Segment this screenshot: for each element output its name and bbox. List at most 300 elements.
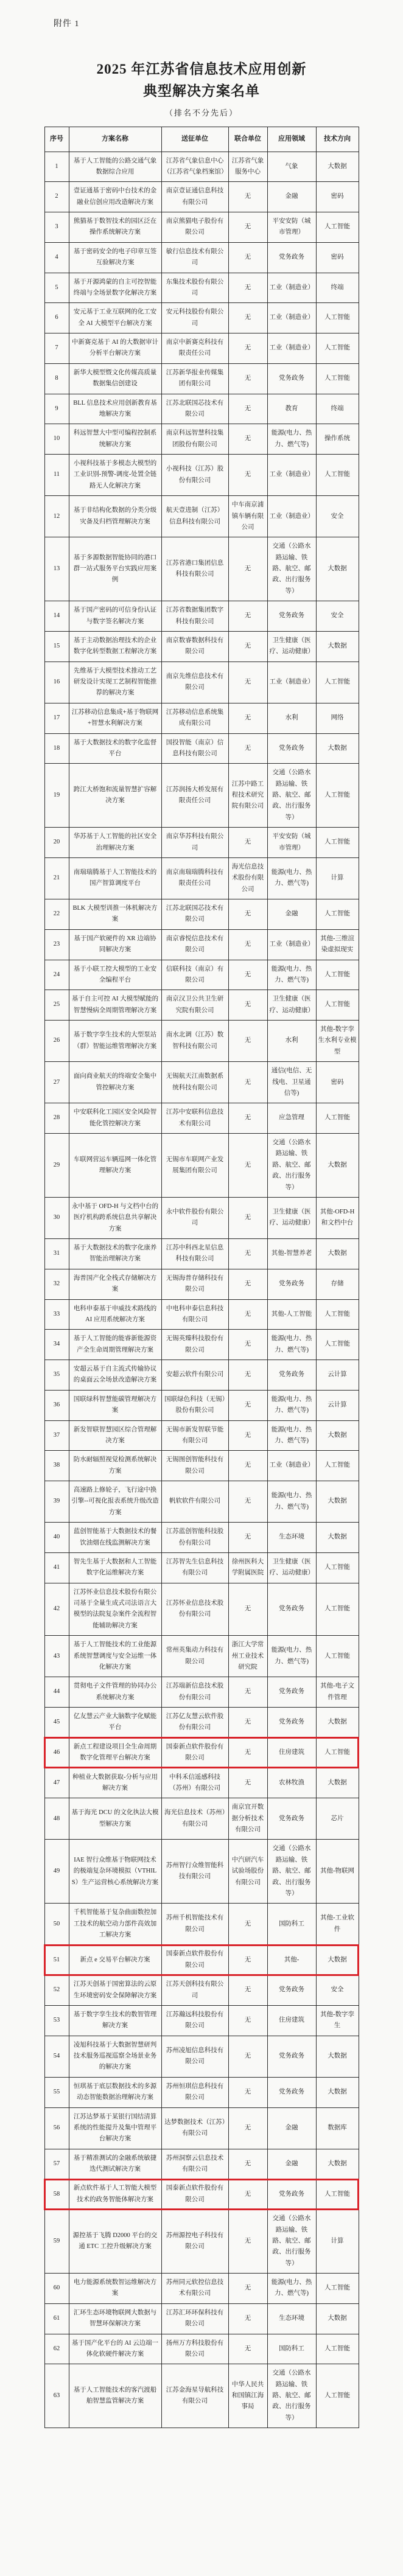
cell-tech: 云计算 [316,1360,359,1391]
cell-tech: 操作系统 [316,424,359,455]
cell-unit: 江苏天创科技有限公司 [161,1975,228,2006]
cell-no: 3 [44,212,69,243]
cell-field: 农林牧渔 [267,1768,316,1798]
cell-joint: 浙江大学常州工业技术研究院 [228,1636,267,1677]
cell-joint: 无 [228,990,267,1021]
cell-unit: 南京南瑞瑞腾科技有限责任公司 [161,857,228,899]
cell-no: 54 [44,2036,69,2077]
cell-name: 新发智联智慧园区综合管理解决方案 [69,1420,161,1451]
cell-tech: 人工智能 [316,455,359,496]
cell-no: 56 [44,2107,69,2149]
cell-tech: 人工智能 [316,1737,359,1768]
cell-tech: 人工智能 [316,333,359,364]
cell-tech: 大数据 [316,1523,359,1553]
table-row [44,363,359,394]
cell-name: 亿友慧云产业大脑数字化赋能平台 [69,1708,161,1738]
cell-field: 能源(电力、热力、燃气等) [267,1481,316,1523]
cell-name: 基于多源数据智能协同的港口群一站式服务平台实践应用案例 [69,537,161,601]
cell-unit: 江苏怀业信息技术股份有限公司 [161,1583,228,1636]
cell-field: 党务政务 [267,1708,316,1738]
cell-joint: 无 [228,1103,267,1134]
cell-field: 应急管理 [267,1103,316,1134]
table-row [44,733,359,764]
cell-joint: 无 [228,1062,267,1103]
cell-no: 26 [44,1021,69,1062]
table-row [44,1390,359,1420]
cell-joint: 无 [228,2334,267,2364]
cell-field: 水利 [267,703,316,733]
cell-field: 工业（制造业） [267,496,316,537]
cell-unit: 国泰新点软件股份有限公司 [161,1945,228,1975]
cell-field: 工业（制造业） [267,661,316,703]
table-row [44,1239,359,1269]
cell-tech: 芯片 [316,1798,359,1840]
cell-no: 31 [44,1239,69,1269]
cell-joint: 中汽研汽车试验场股份有限公司 [228,1840,267,1904]
cell-field: 党务政务 [267,1677,316,1708]
table-row [44,1975,359,2006]
cell-unit: 敏行信息技术有限公司 [161,242,228,273]
cell-unit: 国联绿色科技（无锡）股份有限公司 [161,1390,228,1420]
cell-joint: 无 [228,1330,267,1360]
cell-tech: 人工智能 [316,303,359,333]
cell-name: 汇环生态环境物联网大数据与智慧环保解决方案 [69,2303,161,2334]
table-row [44,303,359,333]
cell-joint: 中华人民共和国镇江海事局 [228,2364,267,2428]
cell-joint: 无 [228,2210,267,2274]
cell-joint: 无 [228,2036,267,2077]
table-row [44,2210,359,2274]
cell-tech: 人工智能 [316,2334,359,2364]
cell-tech: 人工智能 [316,764,359,828]
cell-field: 工业（制造业） [267,273,316,303]
cell-no: 44 [44,1677,69,1708]
cell-unit: 江苏省数据集团数字科技有限公司 [161,601,228,632]
cell-name: 中新赛克基于 AI 的大数据审计分析平台解决方案 [69,333,161,364]
cell-unit: 信联科技（南京）有限公司 [161,960,228,990]
cell-field: 生态环境 [267,2303,316,2334]
cell-joint: 无 [228,1420,267,1451]
cell-field: 工业（制造业） [267,333,316,364]
cell-name: BLL 信息技术应用创新教育基地解决方案 [69,394,161,424]
table-row [44,1677,359,1708]
table-row [44,2303,359,2334]
cell-no: 23 [44,929,69,960]
cell-tech: 终端 [316,273,359,303]
table-row [44,2005,359,2036]
table-row [44,2107,359,2149]
table-row [44,1197,359,1238]
cell-no: 43 [44,1636,69,1677]
cell-field: 党务政务 [267,1269,316,1299]
cell-tech: 大数据 [316,2149,359,2179]
cell-tech: 人工智能 [316,828,359,858]
table-row [44,960,359,990]
column-header-name: 方案名称 [69,127,161,152]
cell-unit: 江苏润扬大桥发展有限责任公司 [161,764,228,828]
cell-tech: 大数据 [316,1481,359,1523]
cell-joint: 无 [228,1134,267,1198]
table-row [44,152,359,182]
cell-unit: 无锡市新发智联节能有限公司 [161,1420,228,1451]
cell-tech: 存储 [316,1269,359,1299]
cell-name: 安元基于工业互联网的化工安全 AI 大模型平台解决方案 [69,303,161,333]
cell-tech: 其他-物联网 [316,1840,359,1904]
cell-tech: 大数据 [316,631,359,661]
cell-field: 生态环境 [267,1523,316,1553]
cell-field: 其他-智慧养老 [267,1239,316,1269]
cell-field: 金融 [267,2149,316,2179]
cell-tech: 数据库 [316,2107,359,2149]
cell-field: 金融 [267,2107,316,2149]
cell-name: 基于开源鸿蒙的自主可控智能终端与全场景数字化解决方案 [69,273,161,303]
cell-no: 16 [44,661,69,703]
cell-joint: 无 [228,929,267,960]
cell-field: 通信(电信、无线电、卫星通信等) [267,1062,316,1103]
cell-unit: 航天壹进制（江苏）信息科技有限公司 [161,496,228,537]
cell-tech: 大数据 [316,2036,359,2077]
cell-joint: 无 [228,182,267,212]
cell-field: 党务政务 [267,1360,316,1391]
cell-tech: 大数据 [316,1945,359,1975]
cell-joint: 无 [228,1451,267,1481]
cell-unit: 江苏北联国芯技术有限公司 [161,899,228,930]
cell-field: 金融 [267,182,316,212]
cell-tech: 人工智能 [316,661,359,703]
cell-tech: 人工智能 [316,1299,359,1330]
cell-field: 能源(电力、热力、燃气等) [267,1420,316,1451]
cell-tech: 其他-三维渲染虚拟现实 [316,929,359,960]
table-row [44,1451,359,1481]
solutions-table-body [44,152,359,2428]
table-row [44,1636,359,1677]
table-row [44,1021,359,1062]
cell-joint: 无 [228,2107,267,2149]
table-row [44,394,359,424]
cell-tech: 人工智能 [316,1583,359,1636]
cell-unit: 扬州万方科技股份有限公司 [161,2334,228,2364]
cell-joint: 无 [228,601,267,632]
cell-no: 14 [44,601,69,632]
cell-name: 永中基于 OFD-H 与文档中台的医疗机构跨系统信息共享解决方案 [69,1197,161,1238]
cell-name: 基于自主可控 AI 大模型赋能的智慧慢病全周期管理解决方案 [69,990,161,1021]
cell-name: 国联绿科智慧能碳管理解决方案 [69,1390,161,1420]
cell-name: 面向商业航天的终端安全集中管控解决方案 [69,1062,161,1103]
cell-no: 1 [44,152,69,182]
cell-joint: 无 [228,1021,267,1062]
cell-name: 小视科技基于多模态大模型的工业识别-预警-调度-处置全链路无人化解决方案 [69,455,161,496]
cell-name: 基于国产软硬件的 XR 边端协同解决方案 [69,929,161,960]
table-row [44,1583,359,1636]
cell-unit: 无锡市车联网产业发展集团有限公司 [161,1134,228,1198]
cell-field: 其他-人工智能 [267,1299,316,1330]
cell-name: IAE 智行众维基于物联网技术的极端复杂环境模拟（VTHILS）生产运营核心系统解决方案 [69,1840,161,1904]
cell-tech: 其他-电子文件管理 [316,1677,359,1708]
cell-unit: 江苏瑞新信息技术股份有限公司 [161,1677,228,1708]
cell-no: 10 [44,424,69,455]
cell-no: 29 [44,1134,69,1198]
cell-no: 35 [44,1360,69,1391]
cell-field: 平安安防（城市管理） [267,828,316,858]
column-header-no: 序号 [44,127,69,152]
table-row [44,2334,359,2364]
cell-name: 基于人工智能技术的工业能源系统智慧调度与安全运维一体化解决方案 [69,1636,161,1677]
cell-unit: 江苏移动信息系统集成有限公司 [161,703,228,733]
cell-joint: 无 [228,1677,267,1708]
cell-tech: 人工智能 [316,212,359,243]
cell-name: 防水耐辐照视觉检测系统解决方案 [69,1451,161,1481]
cell-name: 基于海光 DCU 的文化执法大模型解决方案 [69,1798,161,1840]
cell-tech: 大数据 [316,2077,359,2107]
cell-tech: 大数据 [316,733,359,764]
cell-no: 36 [44,1390,69,1420]
cell-unit: 江苏蓝创智能科技股份有限公司 [161,1523,228,1553]
cell-tech: 大数据 [316,1768,359,1798]
cell-unit: 江苏瀚远科技股份有限公司 [161,2005,228,2036]
cell-name: 源控基于飞腾 D2000 平台的交通 ETC 工控升级解决方案 [69,2210,161,2274]
cell-name: 新华大模型暨文化传媒高质量数据集信创建设 [69,363,161,394]
cell-joint: 无 [228,1708,267,1738]
table-row [44,2149,359,2179]
cell-tech: 人工智能 [316,2364,359,2428]
cell-no: 32 [44,1269,69,1299]
table-row [44,1840,359,1904]
cell-unit: 苏州凌旭信息科技有限公司 [161,2036,228,2077]
cell-unit: 江苏省气象信息中心（江苏省气象档案馆） [161,152,228,182]
page-title [0,58,403,102]
cell-name: 熊猫基于数智技术的园区泛在操作系统解决方案 [69,212,161,243]
cell-tech: 大数据 [316,537,359,601]
cell-field: 交通（公路水路运输、铁路、航空、邮政、出行服务等） [267,764,316,828]
cell-tech: 密码 [316,182,359,212]
cell-unit: 东集技术股份有限公司 [161,273,228,303]
cell-unit: 苏州千机智能技术有限公司 [161,1904,228,1945]
cell-name: 华苏基于人工智能的社区安全治理解决方案 [69,828,161,858]
cell-unit: 苏州智行众维智能科技有限公司 [161,1840,228,1904]
cell-unit: 南京壹证通信息科技有限公司 [161,182,228,212]
cell-joint: 无 [228,1239,267,1269]
cell-field: 能源(电力、热力、燃气等) [267,857,316,899]
cell-tech: 大数据 [316,1420,359,1451]
cell-joint: 无 [228,212,267,243]
cell-tech: 人工智能 [316,1103,359,1134]
cell-no: 61 [44,2303,69,2334]
cell-tech: 人工智能 [316,1451,359,1481]
cell-joint: 中车南京浦镇车辆有限公司 [228,496,267,537]
cell-name: 江苏达梦基于某银行国结清算系统的性能提升及集中管理平台解决方案 [69,2107,161,2149]
cell-no: 46 [44,1737,69,1768]
table-row [44,1330,359,1360]
cell-unit: 南京先维信息技术有限公司 [161,661,228,703]
cell-tech: 大数据 [316,1134,359,1198]
cell-name: 智先生基于大数据和人工智能数字化运维解决方案 [69,1552,161,1583]
cell-joint: 无 [228,2005,267,2036]
cell-no: 27 [44,1062,69,1103]
table-row [44,2036,359,2077]
cell-unit: 南京睿悦信息技术有限公司 [161,929,228,960]
cell-tech: 大数据 [316,1239,359,1269]
cell-joint: 南京宜开数据分析技术有限公司 [228,1798,267,1840]
cell-name: 千机智能基于复杂曲面数控加工技术的航空动力部件高效加工解决方案 [69,1904,161,1945]
table-row [44,1708,359,1738]
table-row [44,899,359,930]
table-row [44,1552,359,1583]
table-row [44,455,359,496]
cell-unit: 江苏省港口集团信息科技有限公司 [161,537,228,601]
cell-no: 2 [44,182,69,212]
cell-unit: 海光信息技术（苏州）有限公司 [161,1798,228,1840]
table-row [44,703,359,733]
cell-no: 39 [44,1481,69,1523]
cell-name: 凌旭科技基于大数据智慧研判技术服务巡视巡察全场景业务的解决方案 [69,2036,161,2077]
cell-joint: 无 [228,303,267,333]
cell-field: 国防科工 [267,1904,316,1945]
cell-joint: 无 [228,242,267,273]
cell-field: 能源(电力、热力、燃气等) [267,1390,316,1420]
table-row [44,1768,359,1798]
cell-joint: 无 [228,960,267,990]
cell-unit: 苏州同元软控信息技术有限公司 [161,2274,228,2304]
cell-tech: 人工智能 [316,1330,359,1360]
cell-name: 蓝创智能基于大数据技术的餐饮油烟在线监测解决方案 [69,1523,161,1553]
cell-tech: 计算 [316,857,359,899]
cell-unit: 国泰新点软件股份有限公司 [161,2179,228,2210]
cell-name: 基于密码安全的电子印章互签互验解决方案 [69,242,161,273]
cell-joint: 无 [228,273,267,303]
table-row [44,496,359,537]
table-row [44,2077,359,2107]
cell-no: 24 [44,960,69,990]
cell-unit: 国泰新点软件股份有限公司 [161,1737,228,1768]
table-row [44,1420,359,1451]
cell-unit: 永中软件股份有限公司 [161,1197,228,1238]
cell-unit: 江苏智先生信息科技有限公司 [161,1552,228,1583]
cell-name: 基于国产密码的可信身份认证与数字签名解决方案 [69,601,161,632]
cell-tech: 人工智能 [316,899,359,930]
cell-no: 6 [44,303,69,333]
cell-joint: 江苏省气象服务中心 [228,152,267,182]
cell-field: 卫生健康（医疗、运动健康） [267,1197,316,1238]
cell-joint: 无 [228,733,267,764]
cell-unit: 苏州洞察云信息技术有限公司 [161,2149,228,2179]
table-row [44,1299,359,1330]
cell-joint: 无 [228,333,267,364]
cell-joint: 无 [228,455,267,496]
cell-no: 9 [44,394,69,424]
cell-tech: 终端 [316,394,359,424]
cell-no: 55 [44,2077,69,2107]
cell-no: 41 [44,1552,69,1583]
cell-name: 高速路上修轮子，飞行途中换引擎--可视化报表系统升级改造方案 [69,1481,161,1523]
cell-joint: 无 [228,2303,267,2334]
cell-no: 62 [44,2334,69,2364]
cell-no: 47 [44,1768,69,1798]
cell-field: 能源(电力、热力、燃气等) [267,1636,316,1677]
cell-tech: 人工智能 [316,2179,359,2210]
table-row [44,1269,359,1299]
cell-no: 52 [44,1975,69,2006]
cell-joint: 无 [228,1945,267,1975]
cell-joint: 无 [228,828,267,858]
cell-field: 党务政务 [267,2036,316,2077]
cell-name: 江苏天创基于国密算法的云原生环境密码安全保障解决方案 [69,1975,161,2006]
cell-tech: 安全 [316,496,359,537]
cell-no: 8 [44,363,69,394]
cell-joint: 无 [228,1768,267,1798]
cell-no: 33 [44,1299,69,1330]
cell-tech: 安全 [316,1975,359,2006]
cell-unit: 江苏中科西北星信息科技有限公司 [161,1239,228,1269]
cell-field: 党务政务 [267,601,316,632]
cell-name: 基于主动数据治理技术的企业数字化转型数据工程解决方案 [69,631,161,661]
table-row [44,1103,359,1134]
column-header-unit: 送征单位 [161,127,228,152]
cell-field: 交通（公路水路运输、铁路、航空、邮政、出行服务等） [267,2210,316,2274]
cell-joint: 无 [228,1523,267,1553]
cell-unit: 常州英集动力科技有限公司 [161,1636,228,1677]
cell-joint: 无 [228,1975,267,2006]
cell-unit: 江苏金海星导航科技有限公司 [161,2364,228,2428]
table-row [44,242,359,273]
cell-unit: 帆软软件有限公司 [161,1481,228,1523]
cell-tech: 其他-工业软件 [316,1904,359,1945]
cell-joint: 无 [228,1481,267,1523]
cell-joint: 无 [228,1737,267,1768]
cell-tech: 安全 [316,601,359,632]
cell-joint: 无 [228,1360,267,1391]
table-row [44,273,359,303]
cell-tech: 其他-数字孪生水利专业模型 [316,1021,359,1062]
attachment-label: 附件 1 [54,19,80,29]
cell-field: 党务政务 [267,733,316,764]
cell-name: 先维基于大模型技术推动工艺研发设计实现工艺制程智能推荐的解决方案 [69,661,161,703]
table-row [44,857,359,899]
table-row [44,631,359,661]
cell-joint: 无 [228,363,267,394]
cell-field: 气象 [267,152,316,182]
cell-no: 49 [44,1840,69,1904]
table-row [44,212,359,243]
cell-no: 15 [44,631,69,661]
cell-field: 党务政务 [267,363,316,394]
cell-unit: 苏州恒琪信息科技有限公司 [161,2077,228,2107]
cell-name: 基于国产化平台的 AI 云边端一体化软硬件解决方案 [69,2334,161,2364]
cell-name: 安超云基于自主流式传输协议的桌面云全场景改造解决方案 [69,1360,161,1391]
cell-name: BLK 大模型训推一体机解决方案 [69,899,161,930]
cell-name: 基于数字孪生技术的数智管理解决方案 [69,2005,161,2036]
cell-no: 38 [44,1451,69,1481]
cell-unit: 国投智能（南京）信息科技有限公司 [161,733,228,764]
cell-name: 基于大数据技术的数字化康养智能治理解决方案 [69,1239,161,1269]
table-row [44,929,359,960]
cell-field: 水利 [267,1021,316,1062]
cell-name: 基于人工智能的能睿新能源资产全生命周期管理解决方案 [69,1330,161,1360]
cell-field: 工业（制造业） [267,455,316,496]
table-row [44,661,359,703]
cell-name: 中安联科化工园区安全风险智能化管控解决方案 [69,1103,161,1134]
cell-tech: 其他-数字孪生 [316,2005,359,2036]
cell-no: 50 [44,1904,69,1945]
cell-no: 20 [44,828,69,858]
cell-field: 能源(电力、热力、燃气等) [267,1330,316,1360]
cell-no: 28 [44,1103,69,1134]
cell-field: 交通（公路水路运输、铁路、航空、邮政、出行服务等） [267,1134,316,1198]
cell-unit: 南水北调（江苏）数智科技有限公司 [161,1021,228,1062]
table-row [44,828,359,858]
cell-tech: 人工智能 [316,990,359,1021]
cell-unit: 无锡图创智能科技有限公司 [161,1451,228,1481]
table-row [44,990,359,1021]
